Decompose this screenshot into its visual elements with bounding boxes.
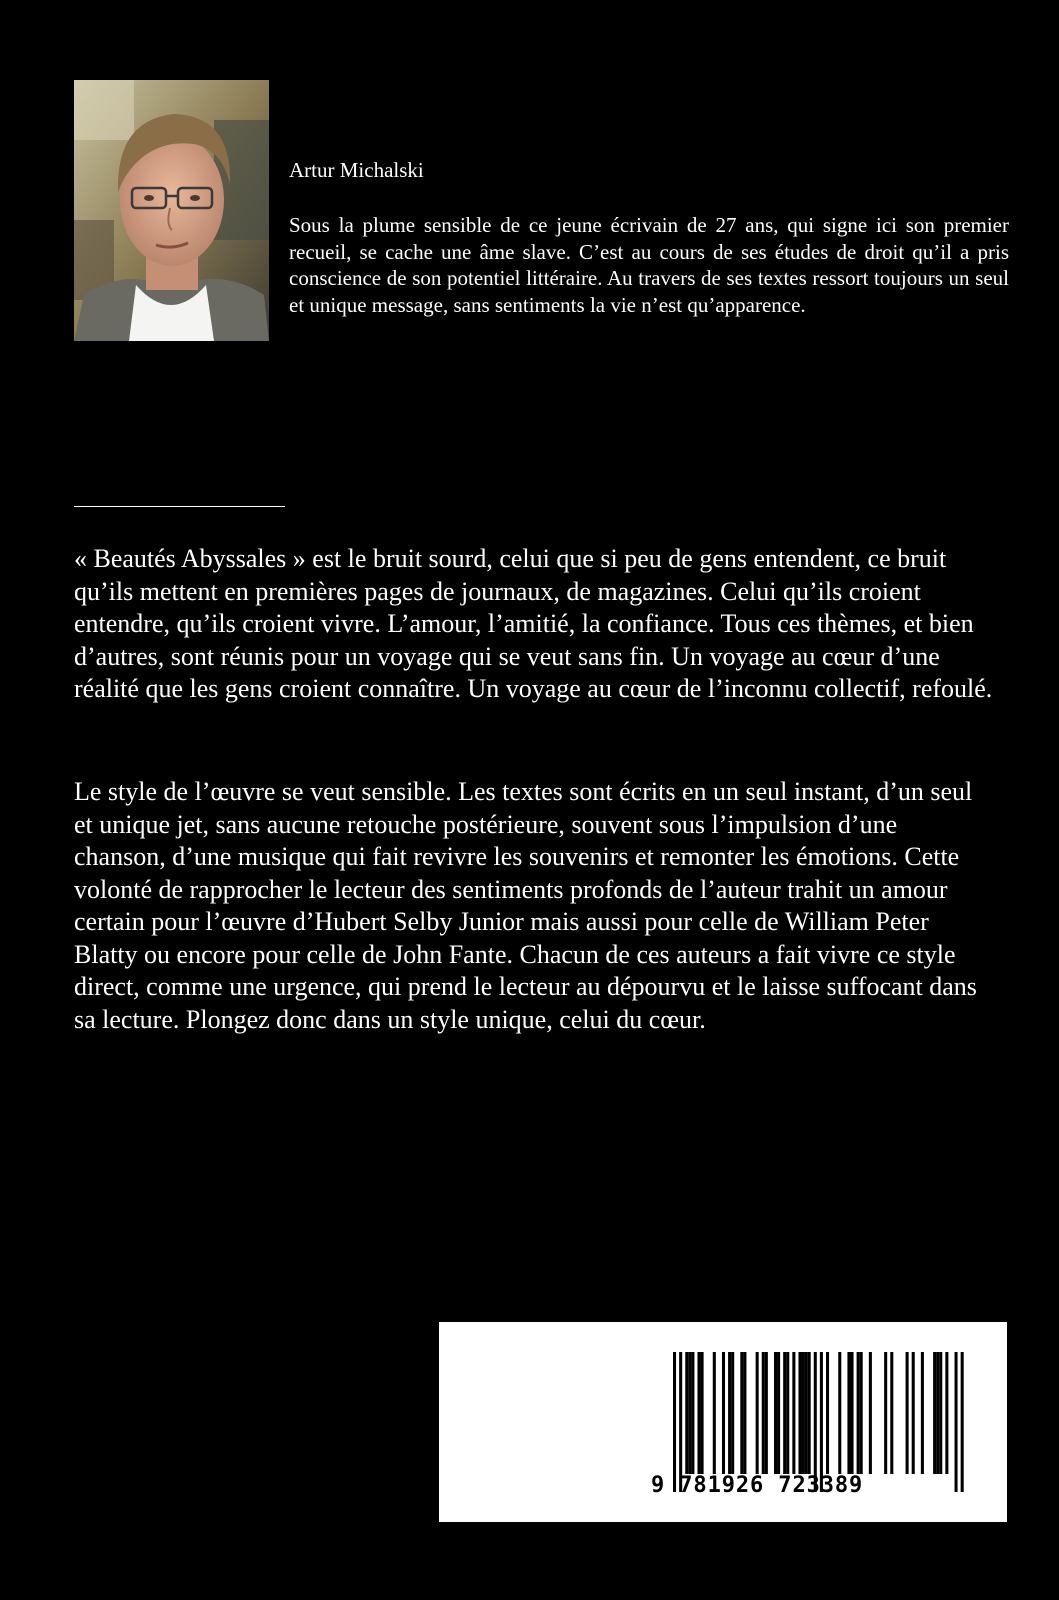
isbn-barcode xyxy=(439,1322,1007,1522)
author-name: Artur Michalski xyxy=(289,158,424,182)
barcode-bar xyxy=(792,1352,795,1474)
barcode-bar xyxy=(838,1352,841,1474)
barcode-bar xyxy=(685,1352,688,1474)
barcode-bar xyxy=(850,1352,853,1474)
section-divider xyxy=(74,506,285,507)
barcode-bar xyxy=(869,1352,872,1474)
barcode-bar xyxy=(798,1352,801,1474)
barcode-bar xyxy=(820,1352,823,1492)
barcode-bar xyxy=(701,1352,704,1474)
barcode-bar xyxy=(777,1352,780,1474)
barcode-bar xyxy=(921,1352,924,1474)
author-portrait-image xyxy=(74,80,269,341)
barcode-bar xyxy=(743,1352,746,1474)
barcode-bar xyxy=(890,1352,893,1474)
barcode-bar xyxy=(740,1352,743,1474)
barcode-bar xyxy=(731,1352,734,1474)
barcode-bar xyxy=(961,1352,964,1492)
barcode-bar xyxy=(933,1352,936,1474)
barcode-bar xyxy=(805,1352,808,1474)
barcode-bar xyxy=(679,1352,682,1492)
blurb-paragraph-2: Le style de l’œuvre se veut sensible. Les textes sont écrits en un seul instant, d’un seul et unique jet, sans aucune retouche postérieure, souvent sous l’impulsion d’une chanson, d’une musique qui fait revivre les souvenirs et remonter les émotions. Cette volonté de rapprocher le lecteur des sentiments profonds de l’auteur trahit un amour certain pour l’œuvre d’Hubert Selby Junior mais aussi pour celle de William Peter Blatty ou encore pour celle de John Fante. Chacun de ces auteurs a fait vivre ce style direct, comme une urgence, qui prend le lecteur au dépourvu et le laisse suffocant dans sa lecture. Plongez donc dans un style unique, celui du cœur. xyxy=(74,777,977,1034)
barcode-bar xyxy=(728,1352,731,1474)
barcode-bar xyxy=(722,1352,725,1474)
barcode-bar xyxy=(802,1352,805,1474)
barcode-bar xyxy=(688,1352,691,1474)
barcode-bar xyxy=(808,1352,811,1474)
barcode-bar xyxy=(774,1352,777,1474)
barcode-bar xyxy=(826,1352,829,1474)
barcode-bar xyxy=(906,1352,909,1474)
barcode-bar xyxy=(697,1352,700,1474)
barcode-bar xyxy=(786,1352,789,1474)
barcode-bar xyxy=(673,1352,676,1492)
barcode-bar xyxy=(857,1352,860,1474)
barcode-bar xyxy=(912,1352,915,1474)
barcode-bar xyxy=(713,1352,716,1474)
barcode-bar xyxy=(884,1352,887,1474)
barcode-bar xyxy=(756,1352,759,1474)
barcode-bar xyxy=(814,1352,817,1492)
barcode-digits: 9 781926 723389 xyxy=(651,1473,864,1498)
barcode-bar xyxy=(939,1352,942,1474)
barcode-bar xyxy=(955,1352,958,1492)
barcode-bar xyxy=(847,1352,850,1474)
barcode-bar xyxy=(783,1352,786,1474)
barcode-bar xyxy=(860,1352,863,1474)
barcode-bar xyxy=(765,1352,768,1474)
author-photo xyxy=(74,80,269,341)
author-bio: Sous la plume sensible de ce jeune écrivain de 27 ans, qui signe ici son premier recueil, se cache une âme slave. C’est au cours de ses études de droit qu’il a pris conscience de son potentiel littéraire. Au travers de ses textes ressort toujours un seul et unique message, sans sentiments la vie n’est qu’apparence. xyxy=(289,213,1009,317)
barcode-bar xyxy=(945,1352,948,1474)
barcode-bar xyxy=(762,1352,765,1474)
barcode-bar xyxy=(691,1352,694,1474)
barcode-bar xyxy=(936,1352,939,1474)
blurb-paragraph-1: « Beautés Abyssales » est le bruit sourd, celui que si peu de gens entendent, ce bruit qu’ils mettent en premières pages de journaux, de magazines. Celui qu’ils croient entendre, qu’ils croient vivre. L’amour, l’amitié, la confiance. Tous ces thèmes, et bien d’autres, sont réunis pour un voyage qui se veut sans fin. Un voyage au cœur d’une réalité que les gens croient connaître. Un voyage au cœur de l’inconnu collectif, refoulé. xyxy=(74,544,993,703)
